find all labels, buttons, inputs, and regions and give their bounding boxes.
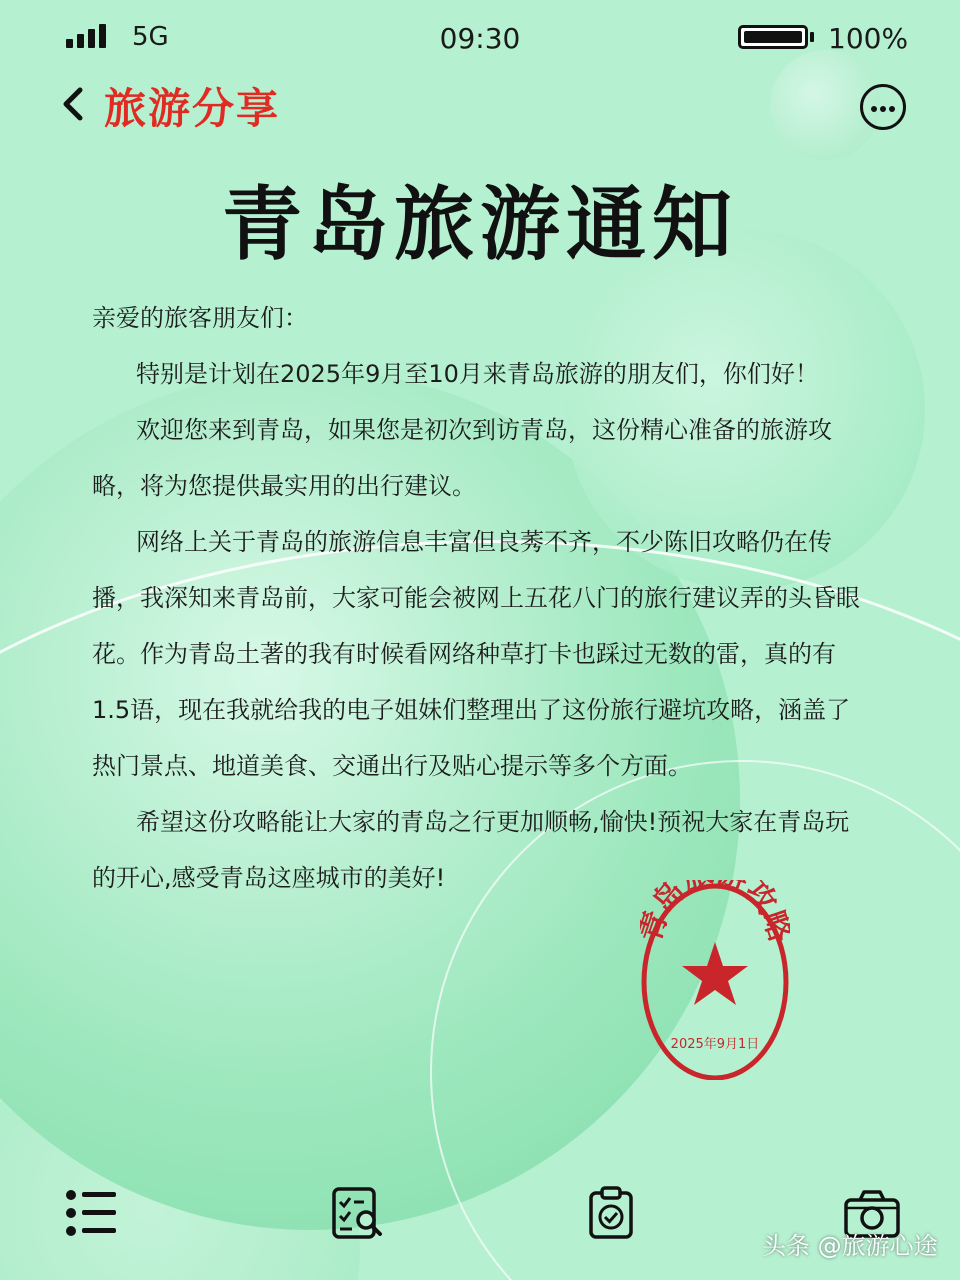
- paragraph: 欢迎您来到青岛，如果您是初次到访青岛，这份精心准备的旅游攻略，将为您提供最实用的出行建议。: [92, 416, 832, 500]
- checklist-search-icon: [330, 1186, 384, 1240]
- more-options-button[interactable]: [860, 84, 906, 130]
- notice-body: [92, 290, 872, 906]
- battery-icon: [738, 25, 808, 49]
- network-label: 5G: [132, 22, 169, 52]
- paragraph: 特别是计划在2025年9月至10月来青岛旅游的朋友们，你们好！: [136, 360, 819, 388]
- chevron-left-icon: [56, 84, 96, 124]
- menu-button[interactable]: [64, 1186, 118, 1240]
- paragraph: 希望这份攻略能让大家的青岛之行更加顺畅,愉快!预祝大家在青岛玩的开心,感受青岛这座城市的美好!: [92, 808, 850, 892]
- page-title: 青岛旅游通知: [222, 178, 738, 271]
- clipboard-button[interactable]: [584, 1186, 638, 1240]
- header-title: 旅游分享: [104, 84, 281, 133]
- paragraph: 网络上关于青岛的旅游信息丰富但良莠不齐，不少陈旧攻略仍在传播，我深知来青岛前，大家可能会被网上五花八门的旅行建议弄的头昏眼花。作为青岛土著的我有时候看网络种草打卡也踩过无数的雷，真的有1.5语，现在我就给我的电子姐妹们整理出了这份旅行避坑攻略，涵盖了热门景点、地道美食、交通出行及贴心提示等多个方面。: [92, 528, 860, 780]
- watermark: 头条 @旅游心途: [762, 1232, 938, 1260]
- clipboard-check-icon: [584, 1186, 638, 1240]
- battery-percent: 100%: [828, 22, 909, 55]
- battery-tip: [810, 32, 814, 42]
- search-checklist-button[interactable]: [330, 1186, 384, 1240]
- status-bar: [0, 0, 960, 78]
- red-seal-stamp: [640, 880, 790, 1080]
- svg-text:2025年9月1日: 2025年9月1日: [670, 1037, 760, 1052]
- list-icon: [64, 1186, 118, 1240]
- greeting: 亲爱的旅客朋友们：: [92, 304, 308, 332]
- status-time: 09:30: [439, 22, 521, 55]
- back-button[interactable]: [56, 84, 96, 124]
- svg-text:青岛旅游攻略: 岛 攻: [646, 880, 784, 920]
